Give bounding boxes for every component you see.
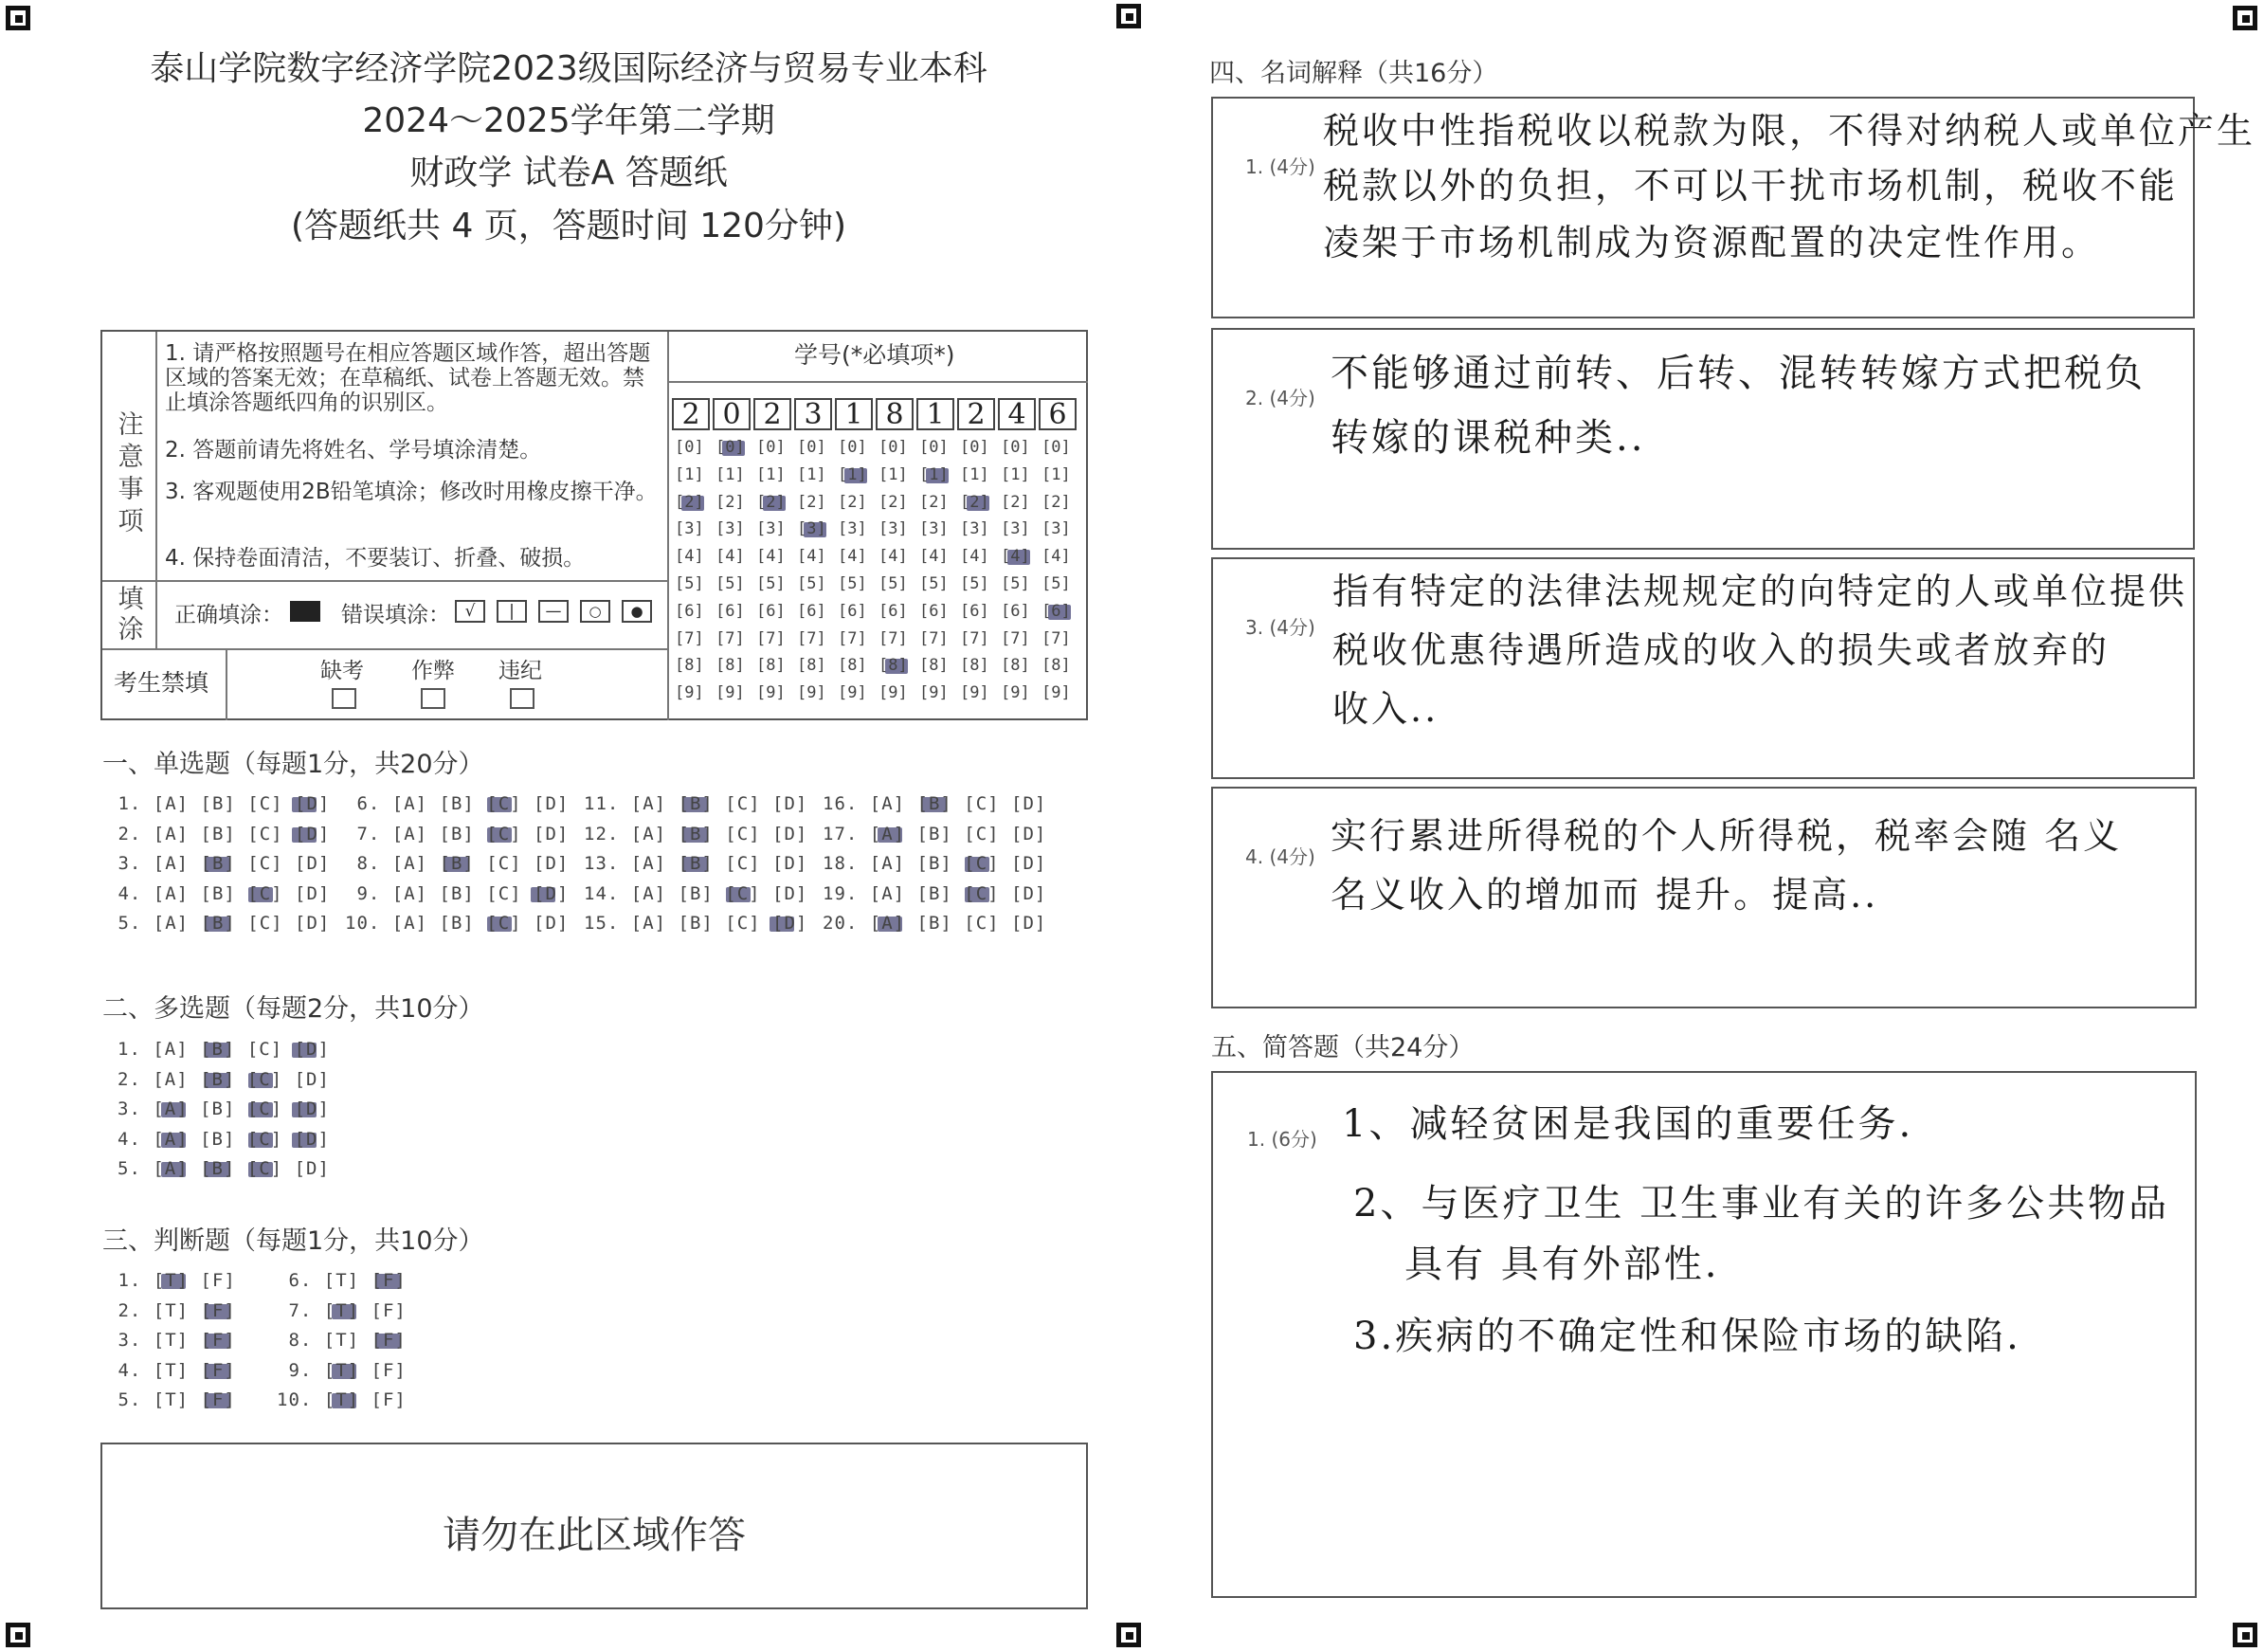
q5-1-line2: 2、与医疗卫生 卫生事业有关的许多公共物品 bbox=[1353, 1182, 2170, 1225]
notice-item-1: 1. 请严格按照题号在相应答题区域作答，超出答题区域的答案无效；在草稿纸、试卷上答题无效。禁止填涂答题纸四角的识别区。 bbox=[165, 341, 651, 415]
registration-mark-bottom-left bbox=[6, 1623, 30, 1647]
answer-row[interactable]: 8. [A] [B] [C] [D] bbox=[345, 853, 570, 874]
student-id-bubble[interactable]: [6] bbox=[919, 601, 949, 621]
answer-row[interactable]: 14. [A] [B] [C] [D] bbox=[584, 882, 808, 904]
answer-row[interactable]: 4. [A] [B] [C] [D] bbox=[118, 1128, 330, 1150]
student-id-bubble[interactable]: [9] bbox=[797, 683, 826, 703]
absent-checkbox[interactable] bbox=[332, 688, 356, 709]
section5-title: 五、简答题（共24分） bbox=[1211, 1033, 1475, 1062]
student-id-bubble[interactable]: [2] bbox=[1041, 492, 1071, 512]
q4-1-label: 1. (4分) bbox=[1245, 155, 1315, 178]
student-id-bubble[interactable]: [5] bbox=[960, 574, 989, 593]
student-id-bubble[interactable]: [1] bbox=[756, 464, 786, 484]
q4-3-line1: 指有特定的法律法规规定的向特定的人或单位提供 bbox=[1332, 571, 2188, 612]
student-id-bubble[interactable]: [6] bbox=[675, 601, 704, 621]
student-id-digit: 1 bbox=[835, 398, 873, 430]
answer-row[interactable]: 1. [T] [F] bbox=[106, 1270, 236, 1291]
fill-label-char: 涂 bbox=[118, 615, 144, 644]
student-id-digit: 4 bbox=[998, 398, 1036, 430]
answer-row[interactable]: 16. [A] [B] [C] [D] bbox=[823, 793, 1047, 814]
student-id-bubble[interactable]: [5] bbox=[919, 574, 949, 593]
wrong-fill-sample-bar: | bbox=[497, 600, 527, 623]
answer-row[interactable]: 10. [A] [B] [C] [D] bbox=[345, 913, 570, 934]
student-id-bubble[interactable]: [4] bbox=[838, 547, 867, 567]
q4-2-line1: 不能够通过前转、后转、混转转嫁方式把税负 bbox=[1331, 352, 2146, 395]
exam-title-line3: 财政学 试卷A 答题纸 bbox=[409, 154, 728, 192]
student-id-bubble[interactable]: [9] bbox=[756, 683, 786, 703]
student-id-bubble[interactable]: [9] bbox=[1001, 683, 1030, 703]
notice-label-char: 项 bbox=[118, 507, 144, 536]
student-id-bubble[interactable]: [7] bbox=[919, 628, 949, 648]
answer-row[interactable]: 19. [A] [B] [C] [D] bbox=[823, 882, 1047, 904]
answer-box-q4-4 bbox=[1211, 787, 2197, 1008]
q4-2-line2: 转嫁的课税种类.. bbox=[1331, 416, 1646, 460]
student-id-bubble[interactable]: [1] bbox=[715, 464, 745, 484]
student-id-bubble[interactable]: [0] bbox=[675, 438, 704, 457]
student-id-bubble[interactable]: [0] bbox=[919, 438, 949, 457]
student-id-bubble[interactable]: [5] bbox=[675, 574, 704, 593]
student-id-bubble[interactable]: [8] bbox=[1001, 656, 1030, 676]
student-id-bubble[interactable]: [6] bbox=[797, 601, 826, 621]
student-id-bubble[interactable]: [0] bbox=[756, 438, 786, 457]
registration-mark-top-center bbox=[1116, 4, 1141, 28]
registration-mark-top-right bbox=[2233, 6, 2257, 30]
student-id-bubble[interactable]: [9] bbox=[1041, 683, 1071, 703]
student-id-bubble[interactable]: [3] bbox=[675, 519, 704, 539]
wrong-fill-sample-check: √ bbox=[455, 600, 485, 623]
student-id-bubble[interactable]: [1] bbox=[960, 464, 989, 484]
student-id-bubble[interactable]: [4] bbox=[715, 547, 745, 567]
student-id-bubble[interactable]: [2] bbox=[675, 492, 704, 512]
student-id-bubble[interactable]: [1] bbox=[878, 464, 908, 484]
q4-1-line2: 税款以外的负担，不可以干扰市场机制，税收不能 bbox=[1323, 165, 2179, 207]
q4-4-line2: 名义收入的增加而 提升。提高.. bbox=[1331, 874, 1879, 916]
wrong-fill-sample-dot: ● bbox=[622, 600, 652, 623]
answer-row[interactable]: 7. [A] [B] [C] [D] bbox=[345, 823, 570, 844]
student-id-bubble[interactable]: [7] bbox=[715, 628, 745, 648]
student-id-bubble[interactable]: [6] bbox=[1001, 601, 1030, 621]
student-id-bubble[interactable]: [5] bbox=[1041, 574, 1071, 593]
answer-row[interactable]: 10. [T] [F] bbox=[277, 1389, 407, 1410]
forbidden-option-absent: 缺考 bbox=[320, 659, 364, 683]
student-id-bubble[interactable]: [6] bbox=[756, 601, 786, 621]
student-id-bubble[interactable]: [9] bbox=[878, 683, 908, 703]
notice-item-4: 4. 保持卷面清洁，不要装订、折叠、破损。 bbox=[165, 546, 586, 571]
wrong-fill-sample-dash: — bbox=[538, 600, 569, 623]
answer-box-q4-3 bbox=[1211, 557, 2195, 779]
student-id-bubble[interactable]: [8] bbox=[838, 656, 867, 676]
student-id-digit: 3 bbox=[794, 398, 832, 430]
student-id-bubble[interactable]: [5] bbox=[715, 574, 745, 593]
answer-row[interactable]: 5. [T] [F] bbox=[106, 1389, 236, 1410]
fill-label-char: 填 bbox=[118, 585, 144, 614]
student-id-bubble[interactable]: [7] bbox=[878, 628, 908, 648]
student-id-bubble[interactable]: [2] bbox=[1001, 492, 1030, 512]
student-id-bubble[interactable]: [2] bbox=[756, 492, 786, 512]
student-id-bubble[interactable]: [1] bbox=[838, 464, 867, 484]
student-id-bubble[interactable]: [7] bbox=[960, 628, 989, 648]
student-id-bubble[interactable]: [2] bbox=[878, 492, 908, 512]
student-id-bubble[interactable]: [4] bbox=[1041, 547, 1071, 567]
student-id-digit: 2 bbox=[672, 398, 710, 430]
student-id-bubble[interactable]: [4] bbox=[1001, 547, 1030, 567]
student-id-digit: 8 bbox=[876, 398, 914, 430]
student-id-digit: 6 bbox=[1039, 398, 1077, 430]
student-id-bubble[interactable]: [2] bbox=[797, 492, 826, 512]
student-id-bubble[interactable]: [6] bbox=[878, 601, 908, 621]
student-id-bubble[interactable]: [7] bbox=[1001, 628, 1030, 648]
answer-row[interactable]: 5. [A] [B] [C] [D] bbox=[106, 913, 331, 934]
student-id-bubble[interactable]: [4] bbox=[675, 547, 704, 567]
student-id-digit: 2 bbox=[957, 398, 995, 430]
q4-3-line3: 收入.. bbox=[1332, 688, 1440, 730]
answer-row[interactable]: 2. [T] [F] bbox=[106, 1299, 236, 1321]
student-id-bubble[interactable]: [8] bbox=[1041, 656, 1071, 676]
q4-1-line1: 税收中性指税收以税款为限，不得对纳税人或单位产生 bbox=[1323, 110, 2256, 152]
answer-row[interactable]: 9. [A] [B] [C] [D] bbox=[345, 882, 570, 904]
no-answer-zone-label: 请勿在此区域作答 bbox=[443, 1514, 746, 1557]
student-id-bubble[interactable]: [4] bbox=[878, 547, 908, 567]
student-id-bubble[interactable]: [8] bbox=[715, 656, 745, 676]
student-id-bubble[interactable]: [4] bbox=[756, 547, 786, 567]
student-id-bubble[interactable]: [0] bbox=[960, 438, 989, 457]
violation-checkbox[interactable] bbox=[510, 688, 534, 709]
student-id-bubble[interactable]: [3] bbox=[1001, 519, 1030, 539]
student-id-bubble[interactable]: [2] bbox=[715, 492, 745, 512]
answer-row[interactable]: 18. [A] [B] [C] [D] bbox=[823, 853, 1047, 874]
student-id-bubble[interactable]: [8] bbox=[797, 656, 826, 676]
notice-item-2: 2. 答题前请先将姓名、学号填涂清楚。 bbox=[165, 438, 542, 463]
student-id-bubble[interactable]: [9] bbox=[838, 683, 867, 703]
student-id-bubble[interactable]: [3] bbox=[715, 519, 745, 539]
student-id-bubble[interactable]: [2] bbox=[838, 492, 867, 512]
student-id-digit: 2 bbox=[753, 398, 791, 430]
answer-row[interactable]: 1. [A] [B] [C] [D] bbox=[106, 793, 331, 814]
student-id-bubble[interactable]: [3] bbox=[756, 519, 786, 539]
q5-1-line4: 3.疾病的不确定性和保险市场的缺陷. bbox=[1353, 1315, 2021, 1358]
notice-label-char: 注 bbox=[118, 410, 144, 440]
answer-row[interactable]: 4. [A] [B] [C] [D] bbox=[106, 882, 331, 904]
forbidden-label: 考生禁填 bbox=[114, 669, 209, 697]
student-id-bubble[interactable]: [6] bbox=[838, 601, 867, 621]
answer-row[interactable]: 17. [A] [B] [C] [D] bbox=[823, 823, 1047, 844]
student-id-bubble[interactable]: [5] bbox=[878, 574, 908, 593]
section2-title: 二、多选题（每题2分，共10分） bbox=[102, 994, 484, 1024]
q4-3-line2: 税收优惠待遇所造成的收入的损失或者放弃的 bbox=[1332, 629, 2110, 671]
notice-label-char: 意 bbox=[118, 443, 144, 472]
answer-row[interactable]: 3. [A] [B] [C] [D] bbox=[106, 853, 331, 874]
q4-4-line1: 实行累进所得税的个人所得税，税率会随 名义 bbox=[1331, 815, 2123, 857]
answer-row[interactable]: 3. [T] [F] bbox=[106, 1330, 236, 1351]
student-id-title: 学号(*必填项*) bbox=[794, 341, 955, 369]
student-id-bubble[interactable]: [1] bbox=[797, 464, 826, 484]
answer-row[interactable]: 3. [A] [B] [C] [D] bbox=[118, 1098, 330, 1119]
student-id-bubble[interactable]: [8] bbox=[756, 656, 786, 676]
answer-row[interactable]: 12. [A] [B] [C] [D] bbox=[584, 823, 808, 844]
exam-title-line4: (答题纸共 4 页，答题时间 120分钟) bbox=[290, 207, 847, 245]
student-id-bubble[interactable]: [9] bbox=[960, 683, 989, 703]
q5-1-line1: 1、减轻贫困是我国的重要任务. bbox=[1342, 1102, 1914, 1146]
registration-mark-top-left bbox=[6, 6, 30, 30]
cheating-checkbox[interactable] bbox=[421, 688, 445, 709]
wrong-fill-sample-circle: ○ bbox=[580, 600, 610, 623]
q5-1-line3: 具有 具有外部性. bbox=[1404, 1243, 1720, 1286]
section3-title: 三、判断题（每题1分，共10分） bbox=[102, 1226, 484, 1256]
student-id-bubble[interactable]: [7] bbox=[675, 628, 704, 648]
student-id-bubble[interactable]: [4] bbox=[797, 547, 826, 567]
student-id-bubble[interactable]: [0] bbox=[1001, 438, 1030, 457]
student-id-bubble[interactable]: [3] bbox=[960, 519, 989, 539]
student-id-bubble[interactable]: [1] bbox=[675, 464, 704, 484]
q4-4-label: 4. (4分) bbox=[1245, 845, 1315, 868]
q4-3-label: 3. (4分) bbox=[1245, 616, 1315, 639]
section4-title: 四、名词解释（共16分） bbox=[1209, 59, 1498, 88]
q4-1-line3: 凌架于市场机制成为资源配置的决定性作用。 bbox=[1323, 222, 2101, 263]
student-id-bubble[interactable]: [0] bbox=[797, 438, 826, 457]
student-id-bubble[interactable]: [8] bbox=[960, 656, 989, 676]
student-id-bubble[interactable]: [1] bbox=[1001, 464, 1030, 484]
student-id-bubble[interactable]: [5] bbox=[797, 574, 826, 593]
student-id-bubble[interactable]: [5] bbox=[838, 574, 867, 593]
notice-item-3: 3. 客观题使用2B铅笔填涂；修改时用橡皮擦干净。 bbox=[165, 480, 658, 504]
student-id-bubble[interactable]: [9] bbox=[715, 683, 745, 703]
answer-row[interactable]: 13. [A] [B] [C] [D] bbox=[584, 853, 808, 874]
answer-row[interactable]: 5. [A] [B] [C] [D] bbox=[118, 1158, 330, 1179]
student-id-bubble[interactable]: [1] bbox=[919, 464, 949, 484]
q4-2-label: 2. (4分) bbox=[1245, 387, 1315, 409]
forbidden-option-cheating: 作弊 bbox=[411, 659, 455, 683]
forbidden-option-violation: 违纪 bbox=[498, 659, 542, 683]
student-id-bubble[interactable]: [3] bbox=[919, 519, 949, 539]
answer-row[interactable]: 2. [A] [B] [C] [D] bbox=[106, 823, 331, 844]
student-id-bubble[interactable]: [7] bbox=[756, 628, 786, 648]
student-id-digit: 0 bbox=[713, 398, 751, 430]
student-id-bubble[interactable]: [4] bbox=[919, 547, 949, 567]
student-id-bubble[interactable]: [0] bbox=[838, 438, 867, 457]
student-id-bubble[interactable]: [2] bbox=[960, 492, 989, 512]
student-id-bubble[interactable]: [6] bbox=[715, 601, 745, 621]
answer-box-q5-1 bbox=[1211, 1071, 2197, 1598]
section1-title: 一、单选题（每题1分，共20分） bbox=[102, 750, 484, 779]
registration-mark-bottom-center bbox=[1116, 1623, 1141, 1647]
student-id-bubble[interactable]: [0] bbox=[878, 438, 908, 457]
student-id-bubble[interactable]: [3] bbox=[1041, 519, 1071, 539]
student-id-bubble[interactable]: [3] bbox=[797, 519, 826, 539]
answer-row[interactable]: 1. [A] [B] [C] [D] bbox=[118, 1039, 330, 1060]
answer-row[interactable]: 7. [T] [F] bbox=[277, 1299, 407, 1321]
student-id-bubble[interactable]: [8] bbox=[919, 656, 949, 676]
answer-row[interactable]: 11. [A] [B] [C] [D] bbox=[584, 793, 808, 814]
answer-row[interactable]: 20. [A] [B] [C] [D] bbox=[823, 913, 1047, 934]
student-id-bubble[interactable]: [5] bbox=[756, 574, 786, 593]
q5-1-label: 1. (6分) bbox=[1247, 1128, 1317, 1151]
student-id-bubble[interactable]: [5] bbox=[1001, 574, 1030, 593]
student-id-bubble[interactable]: [9] bbox=[675, 683, 704, 703]
student-id-bubble[interactable]: [7] bbox=[838, 628, 867, 648]
student-id-bubble[interactable]: [7] bbox=[797, 628, 826, 648]
no-answer-zone bbox=[100, 1443, 1088, 1609]
student-id-bubble[interactable]: [6] bbox=[1041, 601, 1071, 621]
student-id-bubble[interactable]: [3] bbox=[878, 519, 908, 539]
answer-row[interactable]: 15. [A] [B] [C] [D] bbox=[584, 913, 808, 934]
answer-box-q4-2 bbox=[1211, 328, 2195, 550]
answer-row[interactable]: 2. [A] [B] [C] [D] bbox=[118, 1068, 330, 1090]
answer-row[interactable]: 8. [T] [F] bbox=[277, 1330, 407, 1351]
registration-mark-bottom-right bbox=[2233, 1623, 2257, 1647]
student-id-bubble[interactable]: [0] bbox=[715, 438, 745, 457]
student-id-bubble[interactable]: [7] bbox=[1041, 628, 1071, 648]
exam-title-line2: 2024～2025学年第二学期 bbox=[362, 101, 775, 140]
student-id-bubble[interactable]: [9] bbox=[919, 683, 949, 703]
answer-row[interactable]: 9. [T] [F] bbox=[277, 1359, 407, 1381]
answer-row[interactable]: 6. [A] [B] [C] [D] bbox=[345, 793, 570, 814]
answer-row[interactable]: 6. [T] [F] bbox=[277, 1270, 407, 1291]
answer-box-q4-1 bbox=[1211, 97, 2256, 318]
wrong-fill-label: 错误填涂： bbox=[341, 603, 450, 627]
student-id-bubble[interactable]: [1] bbox=[1041, 464, 1071, 484]
student-id-bubble[interactable]: [2] bbox=[919, 492, 949, 512]
correct-fill-sample bbox=[290, 601, 320, 622]
student-id-bubble[interactable]: [3] bbox=[838, 519, 867, 539]
exam-title-line1: 泰山学院数字经济学院2023级国际经济与贸易专业本科 bbox=[150, 49, 987, 88]
answer-row[interactable]: 4. [T] [F] bbox=[106, 1359, 236, 1381]
student-id-digit: 1 bbox=[916, 398, 954, 430]
student-id-bubble[interactable]: [8] bbox=[878, 656, 908, 676]
student-id-bubble[interactable]: [6] bbox=[960, 601, 989, 621]
notice-label-char: 事 bbox=[118, 475, 144, 504]
student-id-bubble[interactable]: [0] bbox=[1041, 438, 1071, 457]
student-id-bubble[interactable]: [4] bbox=[960, 547, 989, 567]
student-id-bubble[interactable]: [8] bbox=[675, 656, 704, 676]
correct-fill-label: 正确填涂： bbox=[174, 603, 283, 627]
